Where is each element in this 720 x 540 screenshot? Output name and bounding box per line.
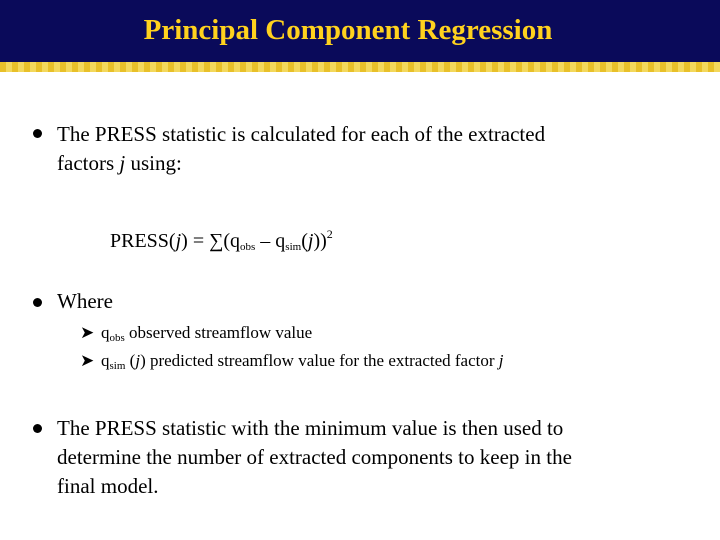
exponent: 2 <box>326 227 333 241</box>
symbol-q: q <box>101 351 110 370</box>
item-text: ( <box>125 351 136 370</box>
header-stripe <box>0 62 720 72</box>
arrow-bullet-icon: ➤ <box>80 351 95 370</box>
bullet-icon <box>33 298 42 307</box>
subscript-obs: obs <box>240 241 256 253</box>
variable-j: j <box>135 351 141 370</box>
text-segment: using: <box>125 151 182 175</box>
formula-segment: PRESS( <box>110 230 176 252</box>
bullet-icon <box>33 129 42 138</box>
item-text: ) predicted streamflow value for the extracted factor <box>140 351 499 370</box>
bullet3-line3: final model. <box>57 474 159 498</box>
arrow-bullet-icon: ➤ <box>80 323 95 342</box>
bullet3-line2: determine the number of extracted components to keep in the <box>57 445 572 469</box>
press-formula <box>110 221 333 260</box>
subscript-sim: sim <box>109 360 126 372</box>
slide-title: Principal Component Regression <box>143 14 553 46</box>
variable-j: j <box>119 151 126 175</box>
bullet1-line1: The PRESS statistic is calculated for each of the extracted <box>57 122 546 146</box>
where-item-sim <box>101 350 504 377</box>
bullet2-label: Where <box>57 289 113 313</box>
symbol-q: q <box>101 323 110 342</box>
text-segment: factors <box>57 151 120 175</box>
where-item-obs <box>101 322 312 349</box>
bullet3-line1: The PRESS statistic with the minimum value is then used to <box>57 416 564 440</box>
bullet-icon <box>33 424 42 433</box>
formula-segment: ( <box>301 230 308 252</box>
formula-segment: – q <box>255 230 286 252</box>
subscript-sim: sim <box>285 241 302 253</box>
formula-segment: ) = ∑(q <box>181 230 241 252</box>
formula-segment: )) <box>313 230 327 252</box>
variable-j: j <box>307 230 314 252</box>
variable-j: j <box>498 351 504 370</box>
item-text: observed streamflow value <box>124 323 313 342</box>
variable-j: j <box>175 230 182 252</box>
bullet1-line2 <box>57 150 182 176</box>
subscript-obs: obs <box>109 332 125 344</box>
